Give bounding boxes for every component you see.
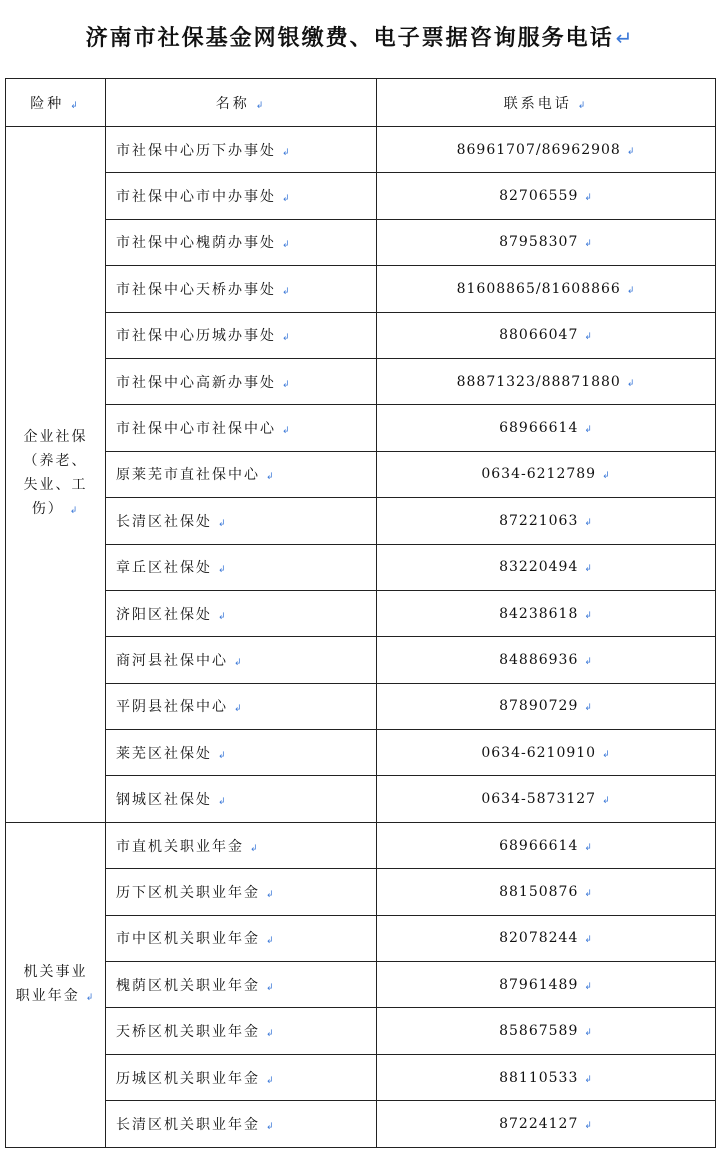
cell-mark-icon: ↲ (602, 471, 611, 482)
phone-cell: 87961489 ↲ (377, 962, 716, 1008)
cell-mark-icon: ↲ (282, 194, 292, 205)
cell-mark-icon: ↲ (282, 240, 292, 251)
office-name-cell: 天桥区机关职业年金 ↲ (106, 1008, 377, 1054)
cell-mark-icon: ↲ (584, 981, 593, 992)
table-row (6, 590, 716, 636)
phone-cell: 85867589 ↲ (377, 1008, 716, 1054)
table-row (6, 266, 716, 312)
category-line: （养老、 (23, 453, 88, 470)
phone-cell: 84238618 ↲ (377, 590, 716, 636)
cell-mark-icon: ↲ (266, 1029, 276, 1040)
cell-mark-icon: ↲ (266, 936, 276, 947)
header-name: 名称 ↲ (106, 79, 377, 127)
cell-mark-icon: ↲ (255, 100, 267, 111)
phone-cell: 68966614 ↲ (377, 405, 716, 451)
title-text: 济南市社保基金网银缴费、电子票据咨询服务电话 (85, 26, 614, 51)
cell-mark-icon: ↲ (584, 332, 593, 343)
phone-cell: 87221063 ↲ (377, 498, 716, 544)
phone-cell: 84886936 ↲ (377, 637, 716, 683)
cell-mark-icon: ↲ (218, 611, 228, 622)
phone-cell: 0634-5873127 ↲ (377, 776, 716, 822)
cell-mark-icon: ↲ (584, 1074, 593, 1085)
cell-mark-icon: ↲ (577, 100, 589, 111)
cell-mark-icon: ↲ (584, 888, 593, 899)
table-row (6, 1054, 716, 1100)
office-name-cell: 原莱芜市直社保中心 ↲ (106, 451, 377, 497)
phone-cell: 82078244 ↲ (377, 915, 716, 961)
table-row (6, 915, 716, 961)
phone-cell: 87890729 ↲ (377, 683, 716, 729)
office-name-cell: 市社保中心天桥办事处 ↲ (106, 266, 377, 312)
table-row (6, 1008, 716, 1054)
cell-mark-icon: ↲ (626, 378, 636, 389)
table-row (6, 637, 716, 683)
table-row (6, 776, 716, 822)
category-cell (6, 822, 106, 1147)
cell-mark-icon: ↲ (218, 750, 228, 761)
office-name-cell: 历城区机关职业年金 ↲ (106, 1054, 377, 1100)
page-title (0, 16, 720, 60)
cell-mark-icon: ↲ (266, 472, 276, 483)
category-cell (6, 127, 106, 823)
phone-cell: 0634-6212789 ↲ (377, 451, 716, 497)
table-row (6, 962, 716, 1008)
table-row (6, 405, 716, 451)
cell-mark-icon: ↲ (282, 426, 292, 437)
office-name-cell: 市社保中心历下办事处 ↲ (106, 127, 377, 173)
cell-mark-icon: ↲ (282, 379, 292, 390)
cell-mark-icon: ↲ (584, 239, 593, 250)
table-row (6, 451, 716, 497)
category-line: 企业社保 (23, 429, 88, 446)
category-line: 伤） ↲ (31, 501, 80, 518)
office-name-cell: 市中区机关职业年金 ↲ (106, 915, 377, 961)
table-row (6, 219, 716, 265)
category-line: 职业年金 ↲ (15, 987, 96, 1004)
office-name-cell: 商河县社保中心 ↲ (106, 637, 377, 683)
phone-cell: 88150876 ↲ (377, 869, 716, 915)
phone-cell: 87224127 ↲ (377, 1101, 716, 1147)
table-row (6, 683, 716, 729)
cell-mark-icon: ↲ (584, 703, 593, 714)
cell-mark-icon: ↲ (218, 518, 228, 529)
cell-mark-icon: ↲ (584, 656, 593, 667)
office-name-cell: 济阳区社保处 ↲ (106, 590, 377, 636)
table-row (6, 358, 716, 404)
office-name-cell: 长清区机关职业年金 ↲ (106, 1101, 377, 1147)
office-name-cell: 市社保中心槐荫办事处 ↲ (106, 219, 377, 265)
cell-mark-icon: ↲ (266, 982, 276, 993)
office-name-cell: 槐荫区机关职业年金 ↲ (106, 962, 377, 1008)
table-row (6, 498, 716, 544)
table-row (6, 544, 716, 590)
cell-mark-icon: ↲ (218, 565, 228, 576)
cell-mark-icon: ↲ (266, 889, 276, 900)
cell-mark-icon: ↲ (584, 842, 593, 853)
header-phone: 联系电话 ↲ (377, 79, 716, 127)
category-line: 机关事业 (23, 963, 88, 980)
office-name-cell: 莱芜区社保处 ↲ (106, 730, 377, 776)
office-name-cell: 历下区机关职业年金 ↲ (106, 869, 377, 915)
category-line: 失业、工 (23, 477, 88, 494)
office-name-cell: 章丘区社保处 ↲ (106, 544, 377, 590)
office-name-cell: 长清区社保处 ↲ (106, 498, 377, 544)
cell-mark-icon: ↲ (584, 193, 593, 204)
phone-cell: 82706559 ↲ (377, 173, 716, 219)
office-name-cell: 市社保中心高新办事处 ↲ (106, 358, 377, 404)
cell-mark-icon: ↲ (234, 657, 244, 668)
phone-cell: 87958307 ↲ (377, 219, 716, 265)
cell-mark-icon: ↲ (584, 1028, 593, 1039)
cell-mark-icon: ↲ (234, 704, 244, 715)
cell-mark-icon: ↲ (282, 286, 292, 297)
cell-mark-icon: ↲ (584, 935, 593, 946)
phone-cell: 88110533 ↲ (377, 1054, 716, 1100)
office-name-cell: 钢城区社保处 ↲ (106, 776, 377, 822)
table-body (6, 127, 716, 1148)
table-row (6, 1101, 716, 1147)
cell-mark-icon: ↲ (584, 425, 593, 436)
office-name-cell: 平阴县社保中心 ↲ (106, 683, 377, 729)
cell-mark-icon: ↲ (602, 749, 611, 760)
phone-cell: 68966614 ↲ (377, 822, 716, 868)
contact-table (5, 78, 716, 1148)
table-row (6, 822, 716, 868)
table-row (6, 127, 716, 173)
cell-mark-icon: ↲ (85, 992, 96, 1003)
header-category: 险种 ↲ (6, 79, 106, 127)
cell-mark-icon: ↲ (584, 1120, 593, 1131)
phone-cell: 86961707/86962908 ↲ (377, 127, 716, 173)
cell-mark-icon: ↲ (626, 285, 636, 296)
cell-mark-icon: ↲ (584, 517, 593, 528)
phone-cell: 81608865/81608866 ↲ (377, 266, 716, 312)
office-name-cell: 市社保中心市社保中心 ↲ (106, 405, 377, 451)
phone-cell: 0634-6210910 ↲ (377, 730, 716, 776)
table-row (6, 730, 716, 776)
cell-mark-icon: ↲ (626, 146, 636, 157)
paragraph-mark-icon: ↵ (615, 26, 635, 50)
office-name-cell: 市社保中心市中办事处 ↲ (106, 173, 377, 219)
cell-mark-icon: ↲ (584, 610, 593, 621)
office-name-cell: 市直机关职业年金 ↲ (106, 822, 377, 868)
table-row (6, 173, 716, 219)
cell-mark-icon: ↲ (69, 506, 80, 517)
table-header-row (6, 79, 716, 127)
phone-cell: 88871323/88871880 ↲ (377, 358, 716, 404)
cell-mark-icon: ↲ (266, 1075, 276, 1086)
office-name-cell: 市社保中心历城办事处 ↲ (106, 312, 377, 358)
cell-mark-icon: ↲ (218, 797, 228, 808)
cell-mark-icon: ↲ (70, 100, 81, 111)
table-row (6, 312, 716, 358)
cell-mark-icon: ↲ (584, 564, 593, 575)
cell-mark-icon: ↲ (250, 843, 260, 854)
phone-cell: 83220494 ↲ (377, 544, 716, 590)
cell-mark-icon: ↲ (602, 796, 611, 807)
phone-cell: 88066047 ↲ (377, 312, 716, 358)
cell-mark-icon: ↲ (282, 333, 292, 344)
table-row (6, 869, 716, 915)
cell-mark-icon: ↲ (282, 147, 292, 158)
cell-mark-icon: ↲ (266, 1121, 276, 1132)
